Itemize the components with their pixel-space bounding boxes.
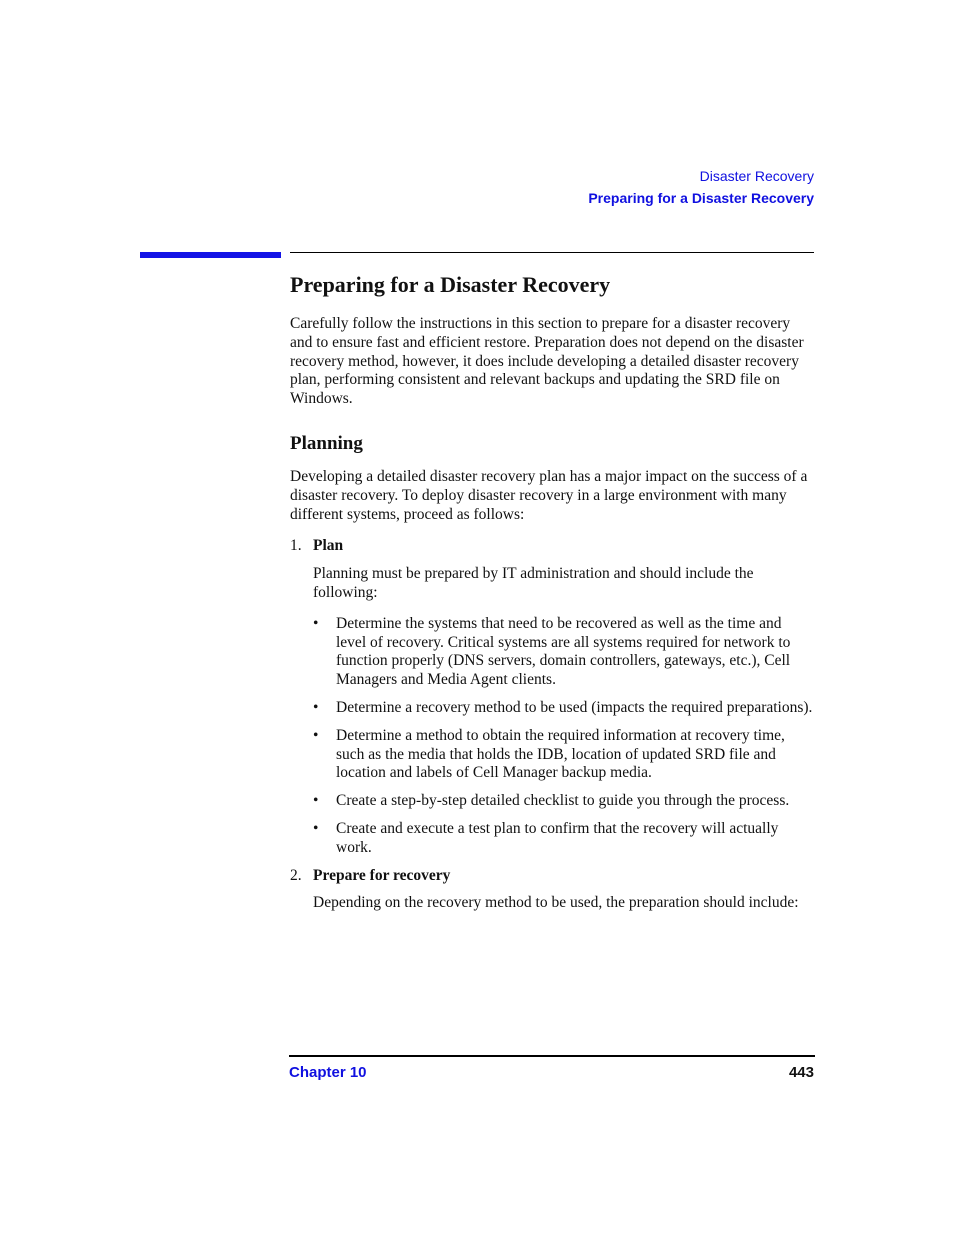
section-accent-bar [140, 252, 281, 258]
steps-list [290, 537, 814, 913]
step-title: Plan [313, 537, 344, 555]
plan-bullet-list [313, 615, 814, 858]
step-prepare-for-recovery [290, 867, 814, 914]
bullet-text: Create and execute a test plan to confirm that the recovery will actually work. [336, 819, 779, 856]
bullet-text: Determine the systems that need to be recovered as well as the time and level of recovery. Critical systems are all systems required for network to function properly (DNS servers, domain controllers, gateways, etc.), Cell Managers and Media Agent clients. [336, 614, 791, 689]
section-divider [290, 252, 814, 253]
bullet-icon: • [313, 614, 319, 632]
step-plan [290, 537, 814, 857]
step-text: Depending on the recovery method to be used, the preparation should include: [313, 894, 799, 912]
bullet-icon: • [313, 792, 319, 810]
bullet-text: Determine a recovery method to be used (impacts the required preparations). [336, 698, 813, 716]
bullet-text: Determine a method to obtain the required information at recovery time, such as the media that holds the IDB, location of updated SRD file and location and labels of Cell Manager backup media. [336, 726, 785, 782]
step-title: Prepare for recovery [313, 866, 451, 884]
list-item [313, 727, 814, 783]
page-number: 443 [788, 1064, 814, 1081]
step-text: Planning must be prepared by IT administration and should include the following: [313, 565, 754, 601]
bullet-icon: • [313, 819, 319, 837]
intro-paragraph: Carefully follow the instructions in this section to prepare for a disaster recovery and to ensure fast and efficient restore. Preparation does not depend on the disaster recovery method, however, it does include developing a detailed disaster recovery plan, performing consistent and relevant backups and updating the SRD file on Windows. [290, 315, 804, 408]
page-body [290, 268, 814, 922]
footer-divider [289, 1055, 815, 1057]
page-title: Preparing for a Disaster Recovery [290, 272, 611, 297]
running-header-chapter: Disaster Recovery [699, 168, 814, 184]
bullet-text: Create a step-by-step detailed checklist to guide you through the process. [336, 792, 790, 810]
list-item [313, 820, 814, 858]
step-number: 1. [290, 537, 302, 555]
running-header-section: Preparing for a Disaster Recovery [588, 190, 814, 206]
bullet-icon: • [313, 726, 319, 744]
bullet-icon: • [313, 698, 319, 716]
list-item [313, 792, 814, 811]
step-number: 2. [290, 866, 302, 884]
planning-heading: Planning [290, 432, 363, 454]
running-header [588, 165, 814, 209]
list-item [313, 699, 814, 718]
footer-chapter-label: Chapter 10 [289, 1064, 367, 1081]
list-item [313, 615, 814, 690]
planning-intro: Developing a detailed disaster recovery plan has a major impact on the success of a disaster recovery. To deploy disaster recovery in a large environment with many different systems, proceed as follows: [290, 467, 808, 523]
